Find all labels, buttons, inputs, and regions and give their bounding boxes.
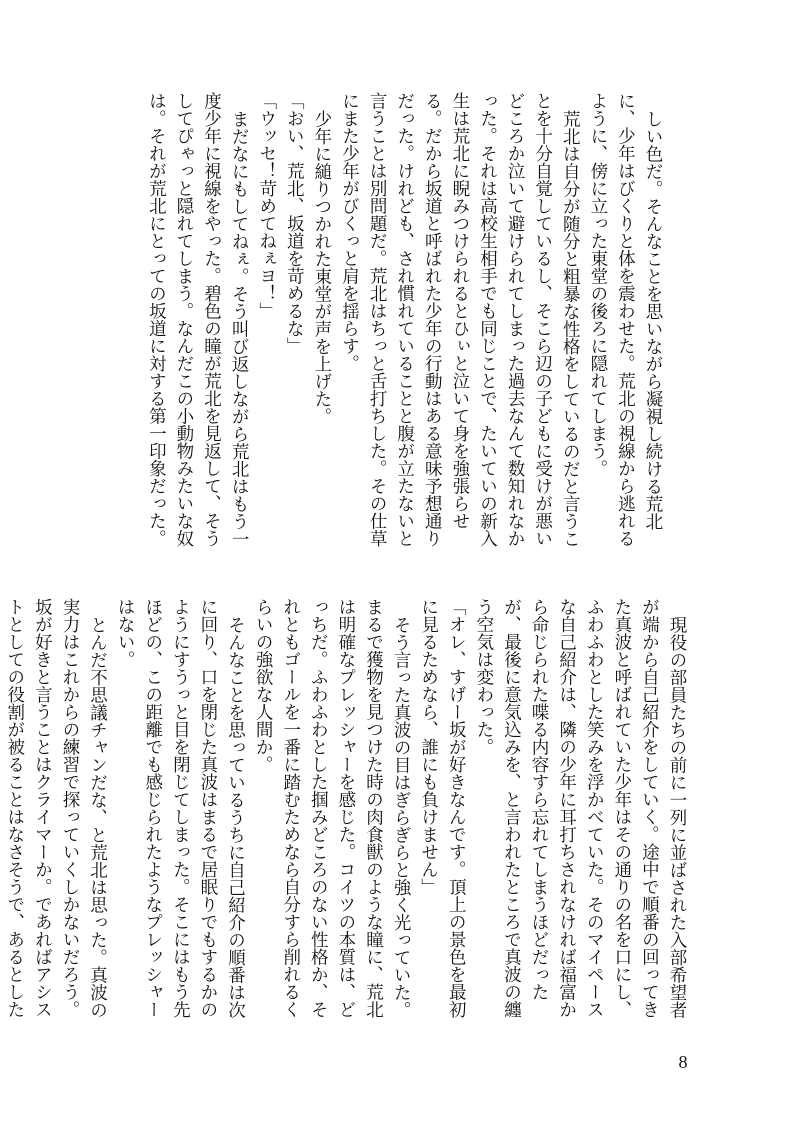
paragraph: そう言った真波の目はぎらぎらと強く光っていた。まるで獲物を見つけた時の肉食獣のような瞳に、荒北は明確なプレッシャーを感じた。コイツの本質は、どっちだ。ふわふわとした掴みどころのない性格か、それともゴールを一番に踏むためなら自分すら削れるくらいの強欲な人間か。 [253,598,412,1018]
lower-text-block [4,598,690,1034]
paragraph: 荒北は自分が随分と粗暴な性格をしているのだと言うことを十分自覚しているし、そこら辺の子どもに受けが悪いどころか泣いて避けられてしまった過去なんて数知れなかった。それは高校生相手でも同じことで、たいていの新入生は荒北に睨みつけられるとひぃと泣いて身を強張らせる。だから坂道と呼ばれた少年の行動はある意味予想通りだった。けれども、され慣れていることと腹が立たないと言うことは別問題だ。荒北はちっと舌打ちした。その仕草にまた少年がびくっと肩を揺らす。 [339,92,581,547]
page-number: 8 [678,1052,688,1072]
paragraph: まだなにもしてねぇ。そう叫び返しながら荒北はもう一度少年に視線をやった。碧色の瞳が荒北を見返して、そうしてぴゃっと隠れてしまう。なんだこの小動物みたいな奴は。それが荒北にとっての坂道に対する第一印象だった。 [146,92,250,547]
paragraph: 現役の部員たちの前に一列に並ばされた入部希望者が端から自己紹介をしていく。途中で順番の回ってきた真波と呼ばれていた少年はその通りの名を口にし、ふわふわとした笑みを浮かべていた。そのマイペースな自己紹介は、隣の少年に耳打ちされなければ福富から命じられた喋る内容すら忘れてしまうほどだったが、最後に意気込みを、と言われたところで真波の纏う空気は変わった。 [473,598,687,1018]
paragraph: 少年に縋りつかれた東堂が声を上げた。 [311,109,332,425]
dialogue-line: 「オレ、すげー坂が好きなんです。頂上の景色を最初に見るためなら、誰にも負けません」 [418,598,467,1018]
paragraph: しい色だ。そんなことを思いながら凝視し続ける荒北に、少年はびくりと体を震わせた。荒北の視線から逃れるように、傍に立った東堂の後ろに隠れてしまう。 [587,92,663,547]
dialogue-line: 「ウッセ！苛めてねぇヨ！」 [256,92,277,320]
upper-text-block [146,92,666,552]
dialogue-line: 「おい、荒北、坂道を苛めるな」 [284,92,305,355]
paragraph: そんなことを思っているうちに自己紹介の順番は次に回り、口を閉じた真波はまるで居眠りでもするかのようにすうっと目を閉じてしまった。そこにはもう先ほどの、この距離でも感じられたようなプレッシャーはない。 [115,598,246,1018]
paragraph: とんだ不思議チャンだな、と荒北は思った。真波の実力はこれからの練習で探っていくしかないだろう。坂が好きと言うことはクライマーか。であればアシストとしての役割が被ることはなさそうで、あるとした [4,598,108,1018]
